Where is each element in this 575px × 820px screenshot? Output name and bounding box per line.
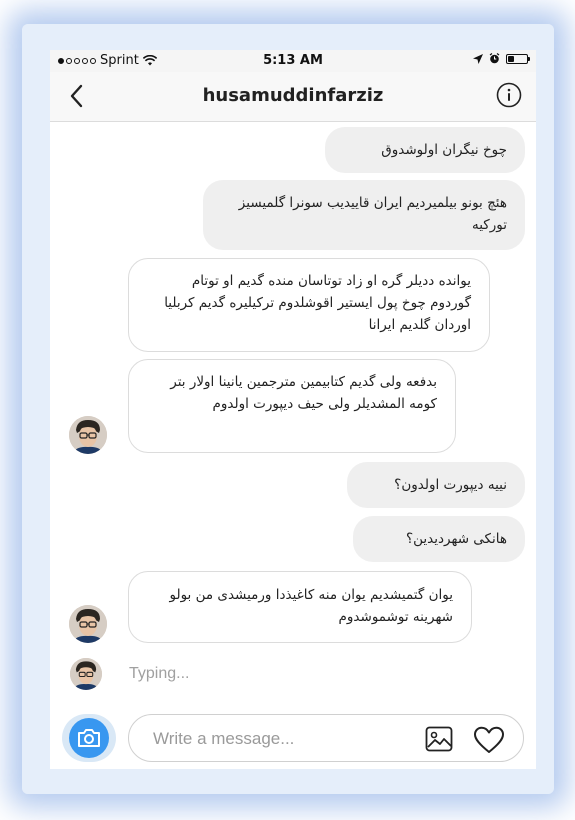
message-bubble-outgoing[interactable]: چوخ نیگران اولوشدوق — [325, 127, 525, 173]
avatar-image — [70, 658, 102, 690]
conversation-username[interactable]: husamuddinfarziz — [202, 85, 384, 106]
avatar[interactable] — [69, 416, 107, 454]
status-right — [473, 53, 528, 64]
chat-header — [50, 72, 536, 122]
location-arrow-icon — [473, 54, 483, 64]
camera-icon — [77, 728, 101, 748]
alarm-icon — [489, 53, 500, 64]
message-input[interactable] — [151, 727, 395, 751]
avatar-image — [69, 416, 107, 454]
message-bubble-outgoing[interactable]: نییه دیپورت اولدون؟ — [347, 462, 525, 508]
typing-avatar — [70, 658, 102, 690]
camera-button[interactable] — [62, 714, 116, 762]
avatar[interactable] — [69, 605, 107, 643]
battery-level — [508, 56, 514, 62]
typing-indicator: Typing... — [129, 665, 190, 682]
image-icon[interactable] — [425, 726, 453, 752]
status-bar — [50, 50, 536, 72]
phone-screen — [50, 50, 536, 769]
heart-icon[interactable] — [473, 726, 505, 754]
message-bubble-outgoing[interactable]: هانکی شهردیدین؟ — [353, 516, 525, 562]
info-icon[interactable] — [496, 82, 522, 108]
avatar-image — [69, 605, 107, 643]
battery-icon — [506, 54, 528, 64]
message-bubble-incoming[interactable]: یوانده ددیلر گره او زاد توتاسان منده گدیم او توتام گوردوم چوخ پول ایستیر اقوشلدوم ترکیلیره گدیم کربلیا اوردان گلدیم ایرانا — [128, 258, 490, 352]
message-bubble-incoming[interactable]: بدفعه ولی گدیم کتابیمین مترجمین یانینا اولار بتر کومه المشدیلر ولی حیف دیپورت اولدوم — [128, 359, 456, 453]
camera-button-circle — [69, 718, 109, 758]
carrier-name: Sprint — [100, 53, 139, 68]
message-bubble-incoming[interactable]: یوان گتمیشدیم یوان منه کاغیذدا ورمیشدی من بولو شهرینه توشموشدوم — [128, 571, 472, 643]
message-composer[interactable] — [128, 714, 524, 762]
status-time: 5:13 AM — [263, 53, 323, 68]
message-list — [50, 122, 536, 694]
message-bubble-outgoing[interactable]: هئچ بونو بیلمیردیم ایران قاییدیب سونرا گلمیسیز تورکیه — [203, 180, 525, 250]
